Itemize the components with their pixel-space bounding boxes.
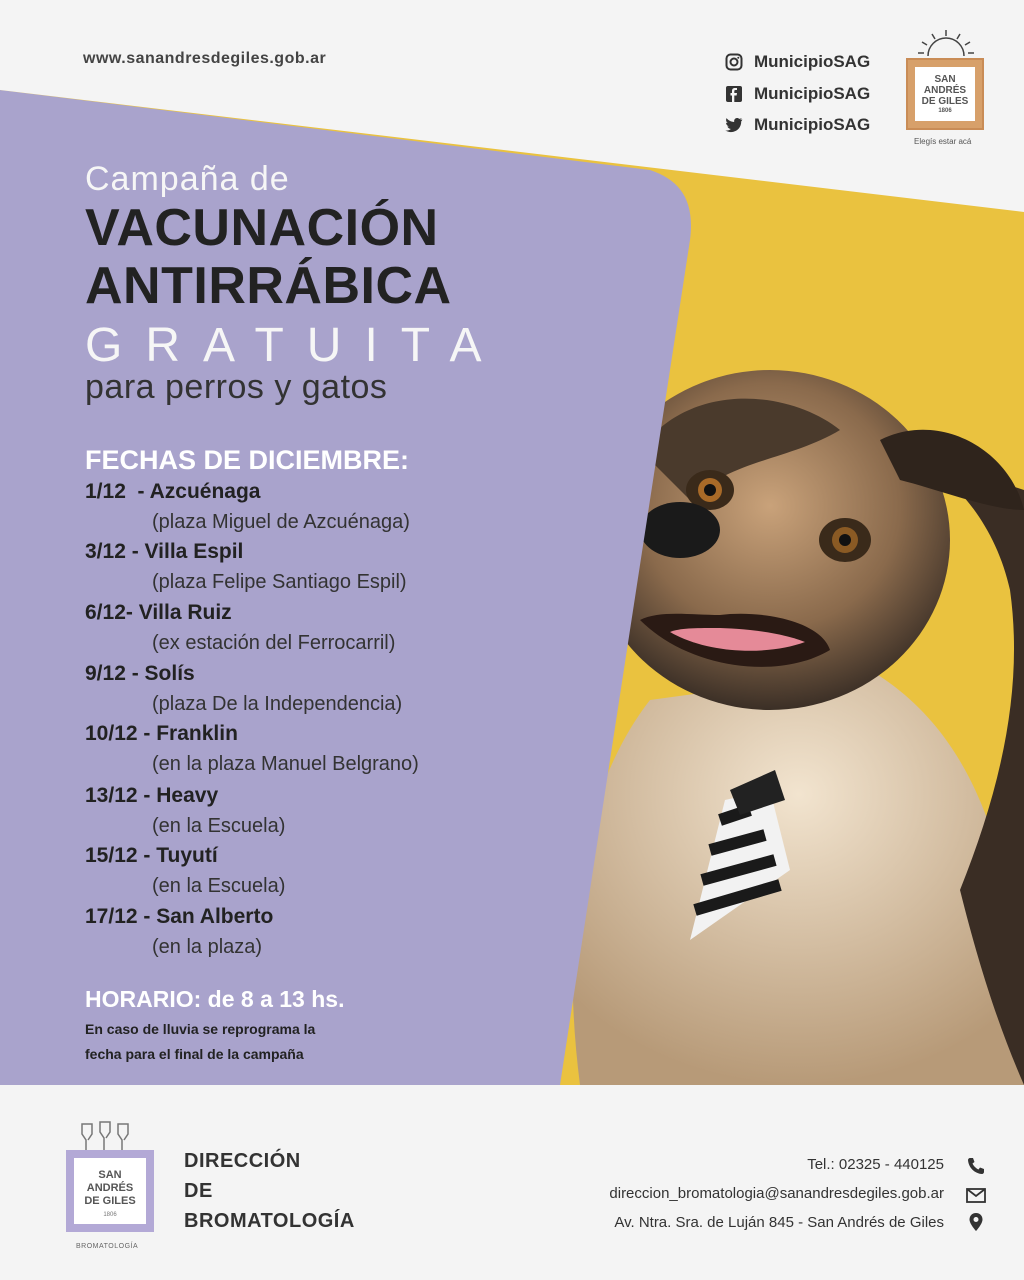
- twitter-icon: [724, 115, 744, 135]
- schedule-place-detail: (plaza De la Independencia): [152, 693, 403, 715]
- schedule-date-line: 3/12 - Villa Espil: [85, 540, 244, 563]
- location-pin-icon: [966, 1212, 986, 1232]
- phone-icon: [966, 1156, 986, 1176]
- schedule-date-line: 6/12- Villa Ruiz: [85, 601, 232, 624]
- schedule-date-line: 9/12 - Solís: [85, 662, 195, 685]
- campaign-title-gratuita: GRATUITA: [85, 319, 505, 372]
- facebook-icon: [724, 84, 744, 104]
- department-name-line: DIRECCIÓN: [184, 1150, 301, 1172]
- website-url[interactable]: www.sanandresdegiles.gob.ar: [83, 50, 327, 67]
- schedule-place-detail: (en la plaza): [152, 936, 263, 958]
- logo-tagline: Elegís estar acá: [914, 137, 972, 146]
- facebook-handle: MunicipioSAG: [754, 84, 871, 103]
- twitter-handle: MunicipioSAG: [754, 115, 871, 134]
- schedule-hours: HORARIO: de 8 a 13 hs.: [85, 986, 345, 1012]
- bromatologia-caption: BROMATOLOGÍA: [76, 1243, 139, 1250]
- contact-address: Av. Ntra. Sra. de Luján 845 - San Andrés de Giles: [614, 1214, 944, 1231]
- contact-phone[interactable]: Tel.: 02325 - 440125: [807, 1156, 944, 1173]
- schedule-heading: FECHAS DE DICIEMBRE:: [85, 445, 410, 475]
- schedule-place-detail: (plaza Miguel de Azcuénaga): [152, 511, 410, 533]
- rain-note-line: fecha para el final de la campaña: [85, 1046, 304, 1062]
- schedule-place-detail: (ex estación del Ferrocarril): [152, 632, 396, 654]
- brom-logo-year: 1806: [103, 1212, 117, 1218]
- schedule-place-detail: (en la Escuela): [152, 875, 286, 897]
- mail-icon: [966, 1185, 986, 1205]
- schedule-date-line: 13/12 - Heavy: [85, 784, 219, 807]
- schedule-place-detail: (en la Escuela): [152, 815, 286, 837]
- rain-note-line: En caso de lluvia se reprograma la: [85, 1021, 316, 1037]
- schedule-date-line: 15/12 - Tuyutí: [85, 844, 218, 867]
- department-name-line: DE: [184, 1180, 213, 1202]
- social-instagram[interactable]: [724, 52, 870, 72]
- instagram-icon: [724, 52, 744, 72]
- social-facebook[interactable]: [724, 84, 870, 104]
- campaign-title-vacunacion: VACUNACIÓN: [85, 199, 439, 257]
- campaign-title-antirrabica: ANTIRRÁBICA: [85, 257, 452, 315]
- contact-email[interactable]: direccion_bromatologia@sanandresdegiles.gob.ar: [609, 1185, 944, 1202]
- campaign-audience: para perros y gatos: [85, 368, 388, 406]
- schedule-date-line: 17/12 - San Alberto: [85, 905, 274, 928]
- schedule-date-line: 1/12 - Azcuénaga: [85, 480, 261, 503]
- campaign-subtitle: Campaña de: [85, 160, 290, 198]
- schedule-place-detail: (en la plaza Manuel Belgrano): [152, 753, 419, 775]
- brom-logo-line3: DE GILES: [84, 1195, 136, 1207]
- sun-icon: [916, 28, 976, 58]
- bromatologia-logo: [64, 1120, 156, 1232]
- schedule-date-line: 10/12 - Franklin: [85, 722, 238, 745]
- brom-logo-line1: SAN: [98, 1169, 122, 1181]
- municipality-logo: SAN ANDRÉS DE GILES 1806: [906, 58, 984, 130]
- instagram-handle: MunicipioSAG: [754, 52, 871, 71]
- brom-logo-line2: ANDRÉS: [86, 1182, 134, 1194]
- social-twitter[interactable]: [724, 115, 870, 135]
- department-name-line: BROMATOLOGÍA: [184, 1210, 355, 1232]
- schedule-place-detail: (plaza Felipe Santiago Espil): [152, 571, 407, 593]
